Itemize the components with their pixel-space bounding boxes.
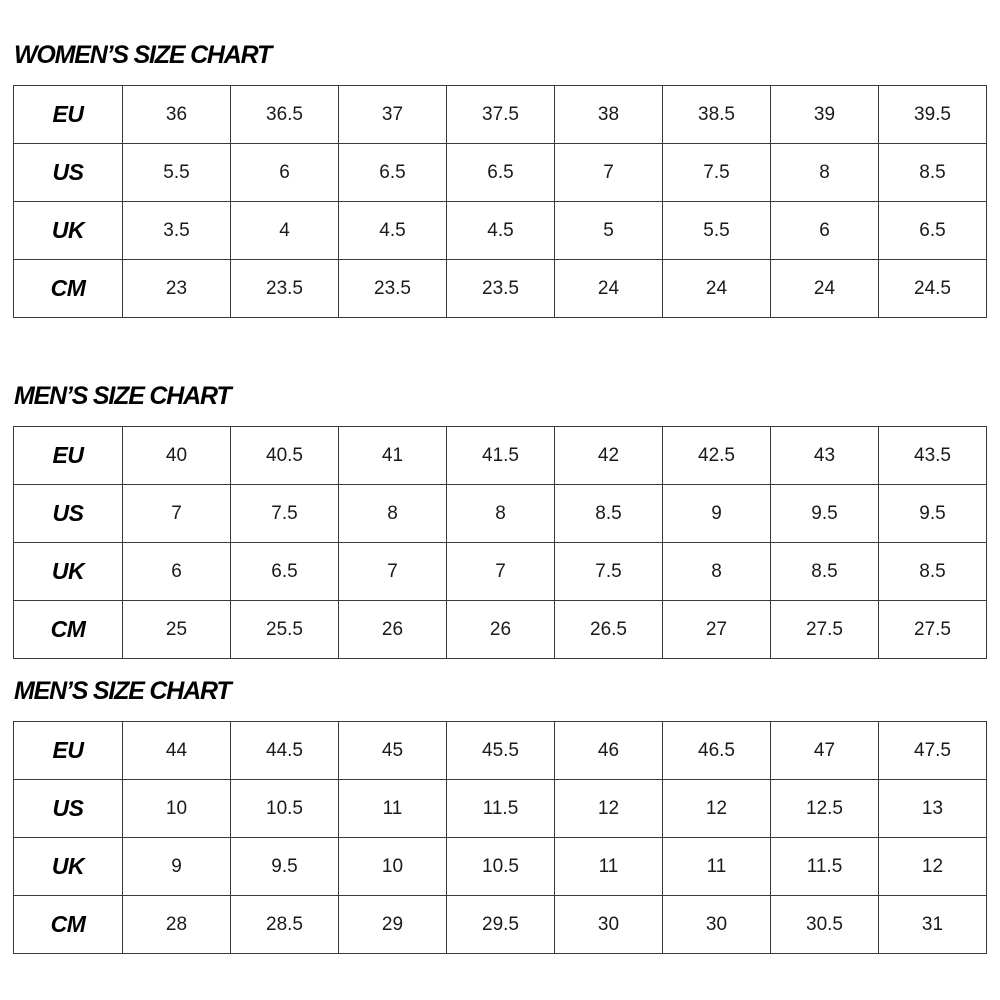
size-cell: 24	[771, 260, 879, 318]
row-label: UK	[14, 543, 123, 601]
size-cell: 10	[123, 780, 231, 838]
size-cell: 38	[555, 86, 663, 144]
size-cell: 37.5	[447, 86, 555, 144]
size-cell: 7	[447, 543, 555, 601]
size-cell: 37	[339, 86, 447, 144]
size-cell: 7	[339, 543, 447, 601]
size-cell: 8.5	[879, 543, 987, 601]
size-row-cm	[14, 896, 987, 954]
size-cell: 12	[555, 780, 663, 838]
size-cell: 42	[555, 427, 663, 485]
size-cell: 23	[123, 260, 231, 318]
size-cell: 13	[879, 780, 987, 838]
size-cell: 5.5	[663, 202, 771, 260]
size-cell: 6.5	[447, 144, 555, 202]
size-cell: 9	[123, 838, 231, 896]
size-cell: 44	[123, 722, 231, 780]
size-cell: 12	[879, 838, 987, 896]
size-cell: 11	[663, 838, 771, 896]
size-cell: 8	[447, 485, 555, 543]
size-cell: 47.5	[879, 722, 987, 780]
size-cell: 41.5	[447, 427, 555, 485]
mens-size-chart-title-large: MEN’S SIZE CHART	[14, 677, 231, 705]
size-cell: 6.5	[231, 543, 339, 601]
size-cell: 27	[663, 601, 771, 659]
size-cell: 46	[555, 722, 663, 780]
size-cell: 23.5	[231, 260, 339, 318]
size-cell: 3.5	[123, 202, 231, 260]
row-label: US	[14, 780, 123, 838]
size-row-uk	[14, 202, 987, 260]
row-label: UK	[14, 838, 123, 896]
size-cell: 26.5	[555, 601, 663, 659]
size-cell: 46.5	[663, 722, 771, 780]
size-cell: 4.5	[339, 202, 447, 260]
size-row-eu	[14, 427, 987, 485]
size-cell: 10.5	[447, 838, 555, 896]
size-cell: 4.5	[447, 202, 555, 260]
size-cell: 7	[123, 485, 231, 543]
row-label: US	[14, 485, 123, 543]
size-cell: 36	[123, 86, 231, 144]
size-cell: 27.5	[771, 601, 879, 659]
size-cell: 8	[771, 144, 879, 202]
size-cell: 9.5	[771, 485, 879, 543]
size-cell: 28.5	[231, 896, 339, 954]
womens-size-table	[13, 85, 987, 318]
size-cell: 29	[339, 896, 447, 954]
size-cell: 9	[663, 485, 771, 543]
size-cell: 10	[339, 838, 447, 896]
size-cell: 27.5	[879, 601, 987, 659]
size-cell: 7	[555, 144, 663, 202]
row-label: US	[14, 144, 123, 202]
size-cell: 26	[447, 601, 555, 659]
row-label: UK	[14, 202, 123, 260]
size-cell: 11.5	[447, 780, 555, 838]
size-cell: 8.5	[771, 543, 879, 601]
size-cell: 12.5	[771, 780, 879, 838]
womens-size-chart-title: WOMEN’S SIZE CHART	[14, 41, 272, 69]
size-cell: 43	[771, 427, 879, 485]
size-cell: 7.5	[231, 485, 339, 543]
size-cell: 24	[555, 260, 663, 318]
row-label: CM	[14, 260, 123, 318]
size-cell: 29.5	[447, 896, 555, 954]
size-cell: 23.5	[339, 260, 447, 318]
size-cell: 36.5	[231, 86, 339, 144]
size-cell: 9.5	[879, 485, 987, 543]
size-cell: 11.5	[771, 838, 879, 896]
size-cell: 39	[771, 86, 879, 144]
size-row-us	[14, 144, 987, 202]
row-label: EU	[14, 427, 123, 485]
size-cell: 40	[123, 427, 231, 485]
size-cell: 30.5	[771, 896, 879, 954]
size-cell: 24.5	[879, 260, 987, 318]
size-cell: 23.5	[447, 260, 555, 318]
size-cell: 7.5	[663, 144, 771, 202]
size-cell: 8	[663, 543, 771, 601]
size-cell: 42.5	[663, 427, 771, 485]
size-cell: 6.5	[879, 202, 987, 260]
size-cell: 28	[123, 896, 231, 954]
size-cell: 24	[663, 260, 771, 318]
size-row-uk	[14, 543, 987, 601]
size-cell: 39.5	[879, 86, 987, 144]
size-cell: 30	[555, 896, 663, 954]
size-cell: 8	[339, 485, 447, 543]
size-cell: 12	[663, 780, 771, 838]
size-cell: 6	[231, 144, 339, 202]
size-row-us	[14, 485, 987, 543]
size-cell: 8.5	[555, 485, 663, 543]
size-row-cm	[14, 260, 987, 318]
size-cell: 41	[339, 427, 447, 485]
size-cell: 11	[555, 838, 663, 896]
size-cell: 45.5	[447, 722, 555, 780]
size-cell: 6	[771, 202, 879, 260]
size-cell: 8.5	[879, 144, 987, 202]
size-row-uk	[14, 838, 987, 896]
size-cell: 25.5	[231, 601, 339, 659]
row-label: CM	[14, 601, 123, 659]
size-row-us	[14, 780, 987, 838]
size-cell: 6.5	[339, 144, 447, 202]
size-cell: 25	[123, 601, 231, 659]
size-cell: 6	[123, 543, 231, 601]
size-cell: 45	[339, 722, 447, 780]
size-cell: 30	[663, 896, 771, 954]
size-cell: 10.5	[231, 780, 339, 838]
size-cell: 7.5	[555, 543, 663, 601]
size-row-eu	[14, 86, 987, 144]
row-label: CM	[14, 896, 123, 954]
size-cell: 31	[879, 896, 987, 954]
size-cell: 26	[339, 601, 447, 659]
size-cell: 38.5	[663, 86, 771, 144]
mens-size-chart-title: MEN’S SIZE CHART	[14, 382, 231, 410]
size-cell: 5.5	[123, 144, 231, 202]
size-cell: 11	[339, 780, 447, 838]
size-cell: 40.5	[231, 427, 339, 485]
size-cell: 9.5	[231, 838, 339, 896]
size-cell: 47	[771, 722, 879, 780]
row-label: EU	[14, 722, 123, 780]
row-label: EU	[14, 86, 123, 144]
size-row-eu	[14, 722, 987, 780]
mens-size-table	[13, 426, 987, 659]
size-row-cm	[14, 601, 987, 659]
size-cell: 4	[231, 202, 339, 260]
size-cell: 43.5	[879, 427, 987, 485]
size-cell: 5	[555, 202, 663, 260]
size-cell: 44.5	[231, 722, 339, 780]
mens-size-table-large	[13, 721, 987, 954]
